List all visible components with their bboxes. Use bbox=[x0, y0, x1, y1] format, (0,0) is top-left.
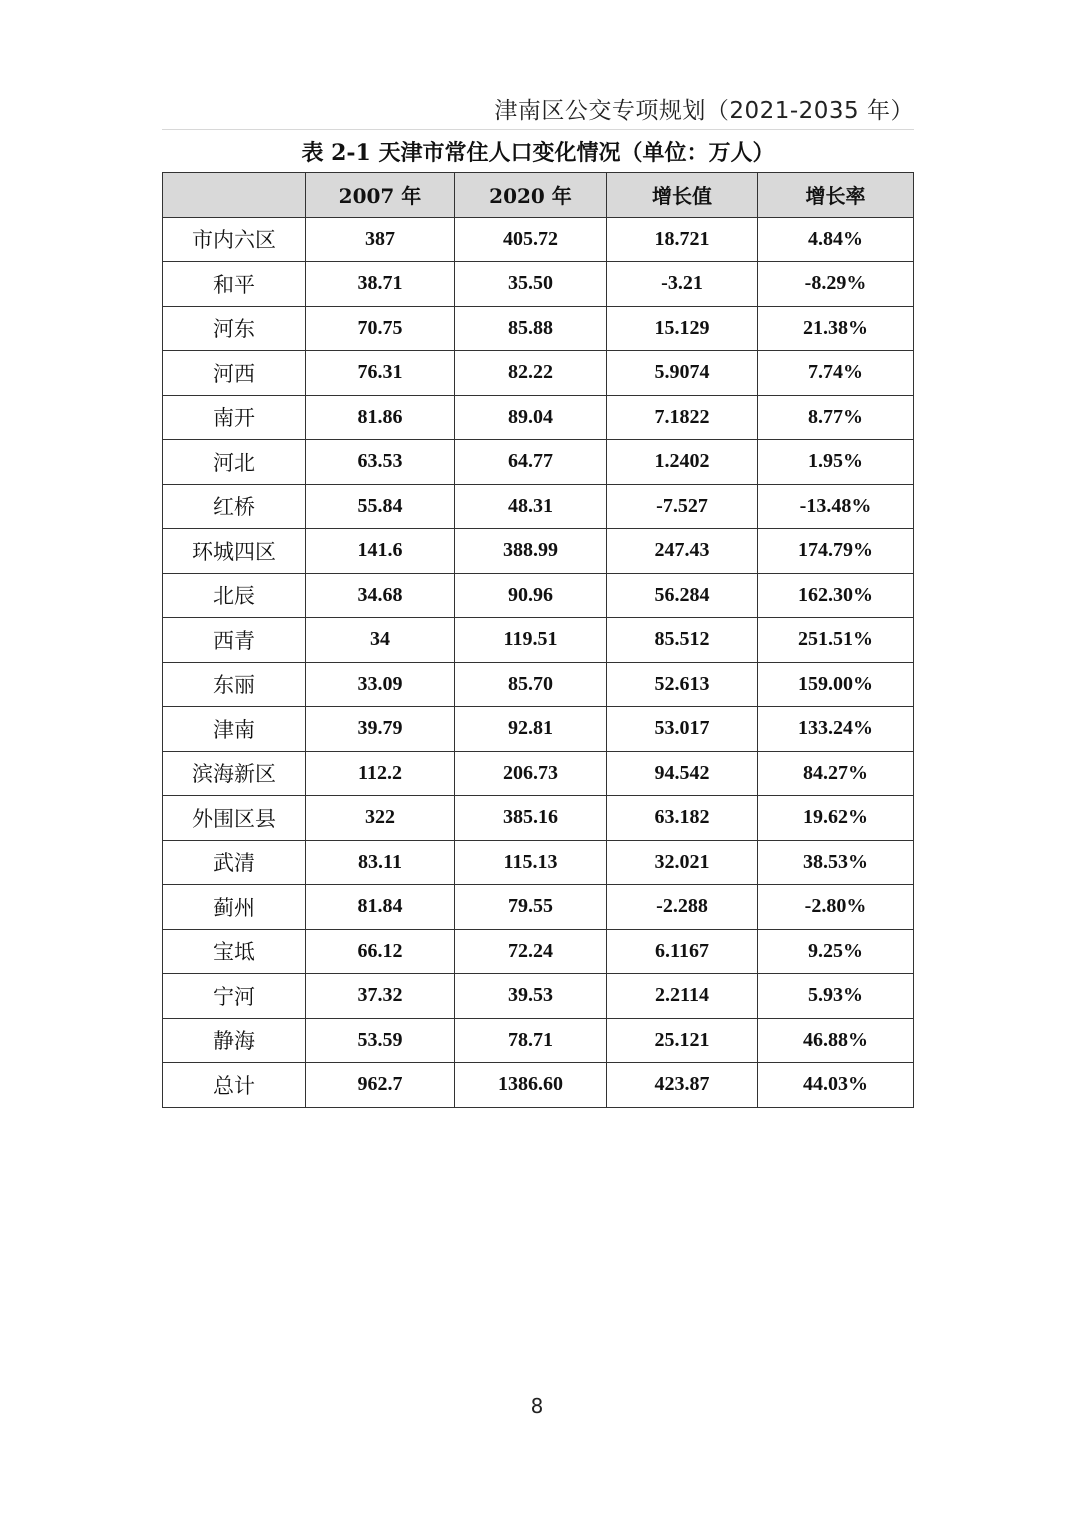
district-cell: 河北 bbox=[163, 440, 306, 485]
column-header-2020: 2020 年 bbox=[455, 173, 607, 218]
value-2007-cell: 37.32 bbox=[306, 974, 455, 1019]
growth-value-cell: 94.542 bbox=[607, 751, 758, 796]
district-cell: 蓟州 bbox=[163, 885, 306, 930]
value-2020-cell: 90.96 bbox=[455, 573, 607, 618]
growth-value-cell: -7.527 bbox=[607, 484, 758, 529]
growth-rate-cell: 4.84% bbox=[758, 217, 914, 262]
table-header-row bbox=[163, 173, 914, 218]
growth-rate-cell: -13.48% bbox=[758, 484, 914, 529]
growth-value-cell: 85.512 bbox=[607, 618, 758, 663]
growth-rate-cell: 162.30% bbox=[758, 573, 914, 618]
table-row bbox=[163, 484, 914, 529]
value-2007-cell: 63.53 bbox=[306, 440, 455, 485]
value-2020-cell: 385.16 bbox=[455, 796, 607, 841]
table-row bbox=[163, 618, 914, 663]
value-2020-cell: 79.55 bbox=[455, 885, 607, 930]
growth-value-cell: 18.721 bbox=[607, 217, 758, 262]
value-2020-cell: 89.04 bbox=[455, 395, 607, 440]
column-header-growth-rate: 增长率 bbox=[758, 173, 914, 218]
table-row bbox=[163, 707, 914, 752]
table-row bbox=[163, 1018, 914, 1063]
value-2007-cell: 34 bbox=[306, 618, 455, 663]
growth-value-cell: 1.2402 bbox=[607, 440, 758, 485]
value-2020-cell: 85.70 bbox=[455, 662, 607, 707]
column-header-district bbox=[163, 173, 306, 218]
growth-value-cell: 15.129 bbox=[607, 306, 758, 351]
district-cell: 静海 bbox=[163, 1018, 306, 1063]
growth-value-cell: -2.288 bbox=[607, 885, 758, 930]
growth-rate-cell: -2.80% bbox=[758, 885, 914, 930]
growth-value-cell: 52.613 bbox=[607, 662, 758, 707]
growth-value-cell: 53.017 bbox=[607, 707, 758, 752]
value-2007-cell: 33.09 bbox=[306, 662, 455, 707]
growth-rate-cell: 38.53% bbox=[758, 840, 914, 885]
growth-rate-cell: 19.62% bbox=[758, 796, 914, 841]
table-row bbox=[163, 662, 914, 707]
table-row bbox=[163, 974, 914, 1019]
table-row bbox=[163, 840, 914, 885]
district-cell: 和平 bbox=[163, 262, 306, 307]
table-row bbox=[163, 751, 914, 796]
growth-value-cell: 5.9074 bbox=[607, 351, 758, 396]
table-row bbox=[163, 395, 914, 440]
growth-rate-cell: 7.74% bbox=[758, 351, 914, 396]
value-2020-cell: 1386.60 bbox=[455, 1063, 607, 1108]
value-2007-cell: 38.71 bbox=[306, 262, 455, 307]
district-cell: 津南 bbox=[163, 707, 306, 752]
table-row bbox=[163, 440, 914, 485]
value-2007-cell: 112.2 bbox=[306, 751, 455, 796]
district-cell: 环城四区 bbox=[163, 529, 306, 574]
value-2020-cell: 115.13 bbox=[455, 840, 607, 885]
growth-value-cell: 6.1167 bbox=[607, 929, 758, 974]
district-cell: 宁河 bbox=[163, 974, 306, 1019]
value-2007-cell: 83.11 bbox=[306, 840, 455, 885]
value-2007-cell: 387 bbox=[306, 217, 455, 262]
value-2007-cell: 81.84 bbox=[306, 885, 455, 930]
value-2007-cell: 53.59 bbox=[306, 1018, 455, 1063]
value-2007-cell: 962.7 bbox=[306, 1063, 455, 1108]
growth-rate-cell: 133.24% bbox=[758, 707, 914, 752]
value-2020-cell: 39.53 bbox=[455, 974, 607, 1019]
table-row bbox=[163, 217, 914, 262]
value-2020-cell: 85.88 bbox=[455, 306, 607, 351]
district-cell: 河西 bbox=[163, 351, 306, 396]
growth-rate-cell: 9.25% bbox=[758, 929, 914, 974]
district-cell: 总计 bbox=[163, 1063, 306, 1108]
district-cell: 武清 bbox=[163, 840, 306, 885]
running-header: 津南区公交专项规划（2021-2035 年） bbox=[494, 98, 914, 124]
district-cell: 南开 bbox=[163, 395, 306, 440]
growth-rate-cell: 44.03% bbox=[758, 1063, 914, 1108]
growth-rate-cell: 84.27% bbox=[758, 751, 914, 796]
growth-value-cell: 247.43 bbox=[607, 529, 758, 574]
district-cell: 河东 bbox=[163, 306, 306, 351]
value-2020-cell: 64.77 bbox=[455, 440, 607, 485]
growth-value-cell: 7.1822 bbox=[607, 395, 758, 440]
value-2007-cell: 81.86 bbox=[306, 395, 455, 440]
value-2020-cell: 405.72 bbox=[455, 217, 607, 262]
table-body bbox=[163, 217, 914, 1107]
table-row bbox=[163, 1063, 914, 1108]
district-cell: 滨海新区 bbox=[163, 751, 306, 796]
value-2007-cell: 55.84 bbox=[306, 484, 455, 529]
column-header-2007: 2007 年 bbox=[306, 173, 455, 218]
district-cell: 市内六区 bbox=[163, 217, 306, 262]
growth-value-cell: 25.121 bbox=[607, 1018, 758, 1063]
district-cell: 红桥 bbox=[163, 484, 306, 529]
growth-value-cell: -3.21 bbox=[607, 262, 758, 307]
growth-rate-cell: 21.38% bbox=[758, 306, 914, 351]
value-2020-cell: 119.51 bbox=[455, 618, 607, 663]
header-divider bbox=[162, 129, 914, 130]
growth-value-cell: 2.2114 bbox=[607, 974, 758, 1019]
growth-rate-cell: 251.51% bbox=[758, 618, 914, 663]
table-row bbox=[163, 351, 914, 396]
value-2007-cell: 70.75 bbox=[306, 306, 455, 351]
table-row bbox=[163, 262, 914, 307]
value-2007-cell: 39.79 bbox=[306, 707, 455, 752]
value-2020-cell: 72.24 bbox=[455, 929, 607, 974]
table-row bbox=[163, 929, 914, 974]
value-2007-cell: 34.68 bbox=[306, 573, 455, 618]
district-cell: 西青 bbox=[163, 618, 306, 663]
growth-rate-cell: 1.95% bbox=[758, 440, 914, 485]
table-row bbox=[163, 885, 914, 930]
growth-value-cell: 423.87 bbox=[607, 1063, 758, 1108]
growth-rate-cell: 46.88% bbox=[758, 1018, 914, 1063]
table-row bbox=[163, 573, 914, 618]
table-row bbox=[163, 306, 914, 351]
growth-value-cell: 63.182 bbox=[607, 796, 758, 841]
value-2020-cell: 35.50 bbox=[455, 262, 607, 307]
district-cell: 宝坻 bbox=[163, 929, 306, 974]
table-row bbox=[163, 796, 914, 841]
value-2020-cell: 78.71 bbox=[455, 1018, 607, 1063]
growth-rate-cell: 8.77% bbox=[758, 395, 914, 440]
column-header-growth-value: 增长值 bbox=[607, 173, 758, 218]
growth-value-cell: 56.284 bbox=[607, 573, 758, 618]
growth-rate-cell: 159.00% bbox=[758, 662, 914, 707]
table-row bbox=[163, 529, 914, 574]
value-2007-cell: 76.31 bbox=[306, 351, 455, 396]
page-number: 8 bbox=[530, 1394, 544, 1418]
growth-rate-cell: -8.29% bbox=[758, 262, 914, 307]
value-2020-cell: 92.81 bbox=[455, 707, 607, 752]
district-cell: 外围区县 bbox=[163, 796, 306, 841]
value-2020-cell: 388.99 bbox=[455, 529, 607, 574]
growth-value-cell: 32.021 bbox=[607, 840, 758, 885]
growth-rate-cell: 174.79% bbox=[758, 529, 914, 574]
district-cell: 东丽 bbox=[163, 662, 306, 707]
district-cell: 北辰 bbox=[163, 573, 306, 618]
value-2020-cell: 206.73 bbox=[455, 751, 607, 796]
value-2007-cell: 66.12 bbox=[306, 929, 455, 974]
value-2007-cell: 141.6 bbox=[306, 529, 455, 574]
population-table bbox=[162, 172, 914, 1108]
table-title: 表 2-1 天津市常住人口变化情况（单位：万人） bbox=[301, 140, 775, 166]
value-2020-cell: 82.22 bbox=[455, 351, 607, 396]
growth-rate-cell: 5.93% bbox=[758, 974, 914, 1019]
value-2007-cell: 322 bbox=[306, 796, 455, 841]
value-2020-cell: 48.31 bbox=[455, 484, 607, 529]
